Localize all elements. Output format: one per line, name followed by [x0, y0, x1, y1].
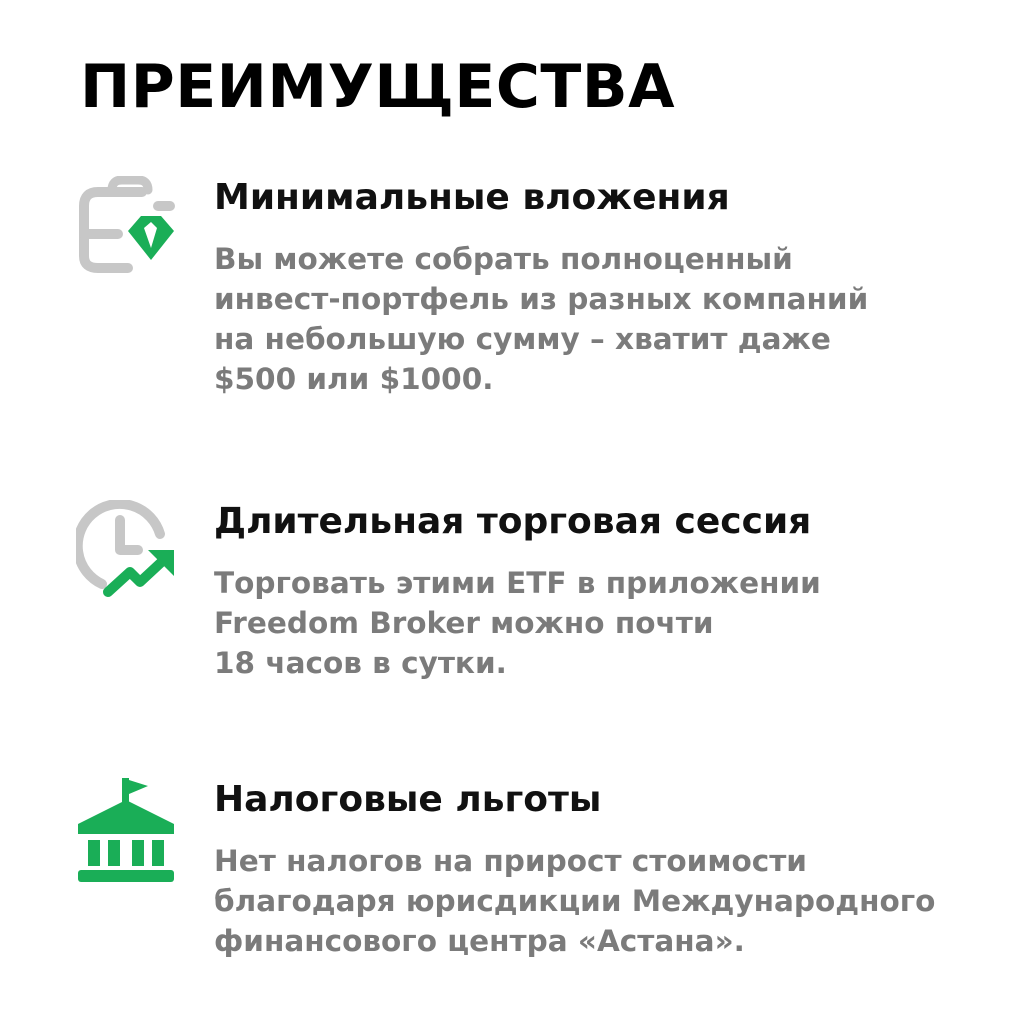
feature-title: Налоговые льготы	[214, 779, 602, 820]
description-line: инвест-портфель из разных компаний	[214, 282, 869, 317]
feature-description	[214, 841, 1004, 961]
description-line: на небольшую сумму – хватит даже	[214, 322, 831, 357]
clock-growth-icon	[76, 500, 176, 600]
page-title: ПРЕИМУЩЕСТВА	[80, 52, 676, 122]
description-line: благодаря юрисдикции Международного	[214, 884, 936, 919]
description-line: Торговать этими ETF в приложении	[214, 566, 821, 601]
feature-title: Длительная торговая сессия	[214, 501, 812, 542]
briefcase-gem-icon	[76, 176, 176, 276]
feature-title: Минимальные вложения	[214, 177, 730, 218]
description-line: Вы можете собрать полноценный	[214, 242, 793, 277]
description-line: финансового центра «Астана».	[214, 924, 745, 959]
description-line: Freedom Broker можно почти	[214, 606, 714, 641]
description-line: Нет налогов на прирост стоимости	[214, 844, 807, 879]
description-line: 18 часов в сутки.	[214, 646, 507, 681]
feature-description	[214, 239, 1004, 399]
description-line: $500 или $1000.	[214, 362, 494, 397]
feature-description	[214, 563, 1004, 683]
bank-building-icon	[76, 778, 176, 878]
